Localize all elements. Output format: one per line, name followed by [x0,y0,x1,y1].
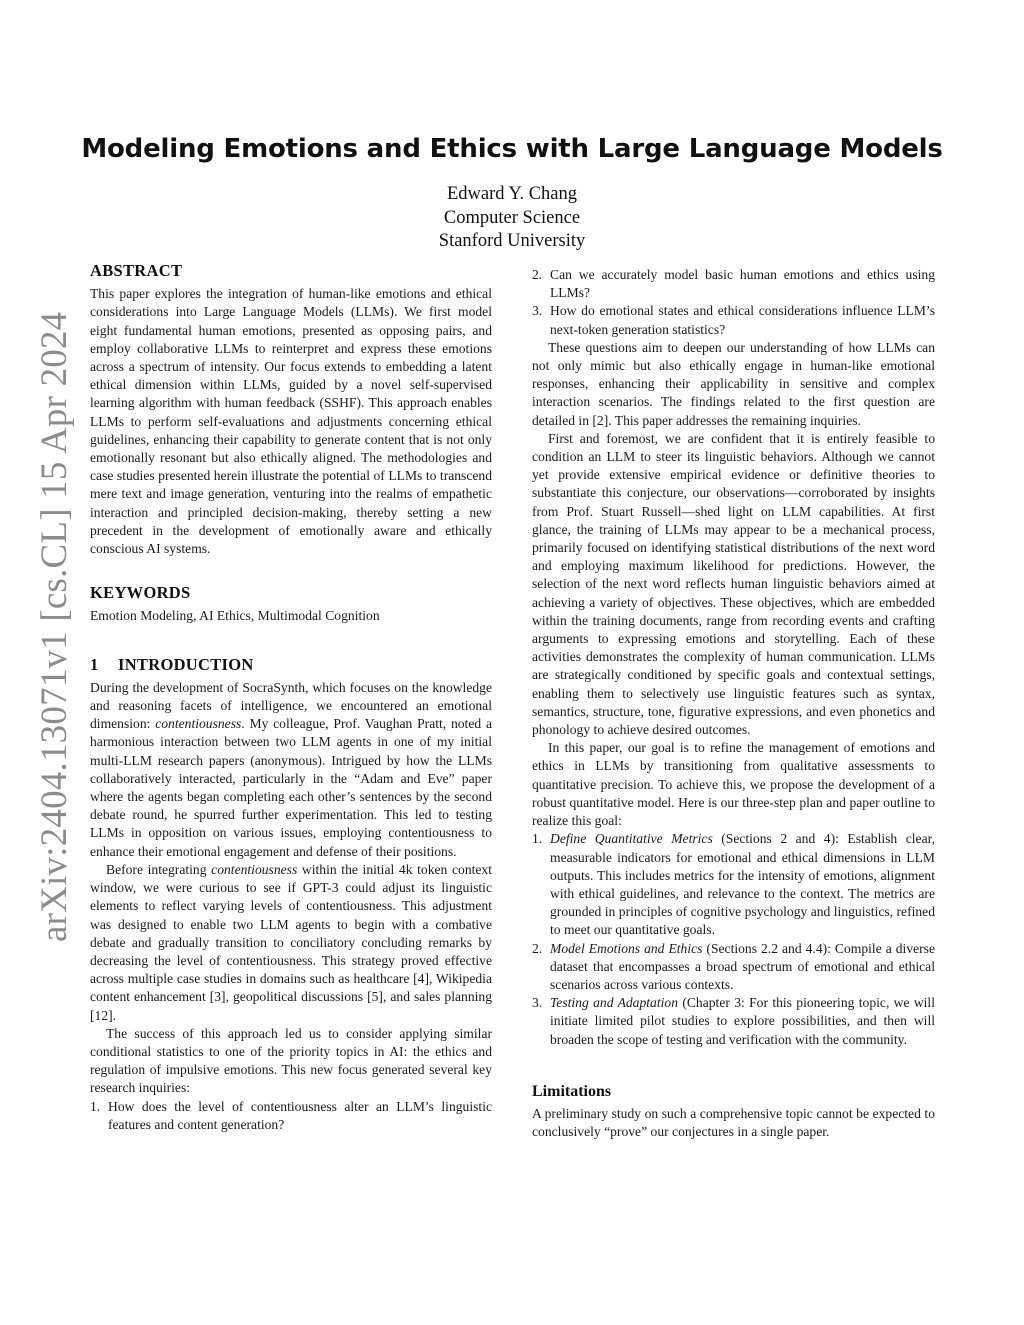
abstract-heading: ABSTRACT [90,261,183,280]
author-name: Edward Y. Chang [447,184,577,204]
research-questions-continued [532,266,935,339]
list-item: 1. Define Quantitative Metrics (Sections 2 and 4): Establish clear, measurable indicators for emotional and ethical dimensions in LLM outputs. This includes metrics for the intensity of emotions, alignment with ethical guidelines, and relevance to the context. The metrics are grounded in principles of cognitive psychology and linguistics, refined to meet our quantitative goals. [532,831,935,938]
intro-paragraph-2: Before integrating contentiousness within the initial 4k token context window, we were curious to see if GPT-3 could adjust its linguistic elements to reflect varying levels of contentiousness. This adjustment was designed to enable two LLM agents to begin with a combative debate and gradually transition to conciliatory concluding remarks by decreasing the level of contentiousness. This strategy proved effective across multiple case studies in domains such as healthcare [4], Wikipedia content enhancement [3], geopolitical discussions [5], and sales planning [12]. [90,861,493,1023]
intro-paragraph-4: These questions aim to deepen our understanding of how LLMs can not only mimic but also ethically engage in human-like emotional responses, enhancing their applicability in sensitive and complex interaction scenarios. The findings related to the first question are detailed in [2]. This paper addresses the remaining inquiries. [532,339,935,428]
list-item: 3. How do emotional states and ethical considerations influence LLM’s next-token generation statistics? [532,303,935,337]
author-department: Computer Science [443,207,581,228]
abstract-text: This paper explores the integration of human-like emotions and ethical considerations into Large Language Models (LLMs). We first model eight fundamental human emotions, presented as opposing pairs, and employ collaborative LLMs to reinterpret and express these emotions across a spectrum of intensity. Our focus extends to embedding a latent ethical dimension within LLMs, guided by a novel self-supervised learning algorithm with human feedback (SSHF). This approach enables LLMs to perform self-evaluations and adjustments concerning ethical guidelines, enhancing their capability to generate content that is not only emotionally resonant but also ethically aligned. The methodologies and case studies presented herein illustrate the potential of LLMs to transcend mere text and image generation, venturing into the realms of empathetic interaction and principled decision-making, thereby setting a new precedent in the development of emotionally aware and ethically conscious AI systems. [90,286,492,557]
plan-steps [532,830,935,1048]
intro-paragraph-3: The success of this approach led us to consider applying similar conditional statistics to one of the priority topics in AI: the ethics and regulation of impulsive emotions. This new focus generated several key research inquiries: [90,1025,492,1096]
keywords-heading: KEYWORDS [90,583,191,603]
left-column [90,262,492,1134]
introduction-heading [90,656,492,674]
list-item: 3. Testing and Adaptation (Chapter 3: For this pioneering topic, we will initiate limited pilot studies to explore possibilities, and then will broaden the scope of testing and verification with the community. [532,995,935,1047]
section-number: 1 [90,654,99,674]
list-item: 1. How does the level of contentiousness alter an LLM’s linguistic features and content generation? [90,1098,492,1132]
limitations-text: A preliminary study on such a comprehensive topic cannot be expected to conclusively “prove” our conjectures in a single paper. [532,1105,935,1140]
right-column [532,266,935,1141]
intro-paragraph-5: First and foremost, we are confident that it is entirely feasible to condition an LLM to steer its linguistic behaviors. Although we cannot yet provide extensive empirical evidence or definitive theories to substantiate this conjecture, our observations—corroborated by insights from Prof. Stuart Russell—shed light on LLM capabilities. At first glance, the training of LLMs may appear to be a mechanical process, primarily focused on identifying statistical distributions of the next word and employing maximum likelihood for predictions. However, the selection of the next word reflects human linguistic behaviors aimed at achieving a variety of objectives. These objectives, which are embedded within the training documents, range from recording events and crafting arguments to expressing emotions and storytelling. Each of these activities demonstrates the complexity of human communication. LLMs are strategically conditioned by specific goals and contextual settings, enabling them to selectively use linguistic features such as syntax, semantics, structure, tone, figurative expressions, and even phonetics and phonology to achieve desired outcomes. [532,430,935,738]
list-item: 2. Model Emotions and Ethics (Sections 2.2 and 4.4): Compile a diverse dataset that encompasses a broad spectrum of emotional and ethical scenarios across various contexts. [532,940,935,992]
author-block [0,183,1024,254]
research-questions [90,1098,492,1134]
intro-paragraph-6: In this paper, our goal is to refine the management of emotions and ethics in LLMs by transitioning from qualitative assessments to quantitative precision. To achieve this, we propose the development of a robust quantitative model. Here is our three-step plan and paper outline to realize this goal: [532,740,935,829]
paper-title: Modeling Emotions and Ethics with Large Language Models [81,134,943,164]
intro-paragraph-1: During the development of SocraSynth, which focuses on the knowledge and reasoning facets of intelligence, we encountered an emotional dimension: contentiousness. My colleague, Prof. Vaughan Pratt, noted a harmonious interaction between two LLM agents in one of my initial multi-LLM research papers (anonymous). Intrigued by how the LLMs collaboratively interacted, particularly in the “Adam and Eve” paper where the agents began completing each other’s sentences by the second debate round, he spurred further experimentation. This led to testing LLMs in opposition on various issues, employing contentiousness to enhance their emotional engagement and defense of their positions. [90,679,492,859]
limitations-heading: Limitations [532,1082,612,1100]
list-item: 2. Can we accurately model basic human emotions and ethics using LLMs? [532,267,935,301]
author-affiliation: Stanford University [438,231,586,251]
arxiv-identifier: arXiv:2404.13071v1 [cs.CL] 15 Apr 2024 [34,311,75,942]
section-title: INTRODUCTION [118,654,254,674]
keywords-text: Emotion Modeling, AI Ethics, Multimodal Cognition [90,608,380,624]
